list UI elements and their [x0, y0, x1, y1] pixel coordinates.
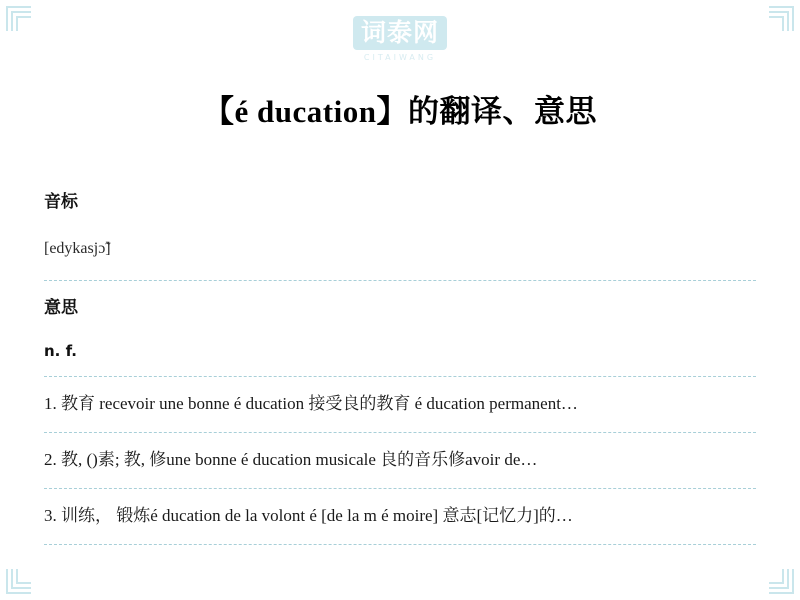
page-title: [44, 0, 756, 131]
logo-subtext: CITAIWANG: [363, 53, 437, 62]
divider-after-sense-3: [44, 544, 756, 545]
title-open-bracket: 【: [203, 94, 235, 130]
list-item: 3. 训练， 锻炼é ducation de la volont é [de la m é moire] 意志[记忆力]的…: [44, 505, 573, 525]
list-item: 1. 教育 recevoir une bonne é ducation 接受良的教育 é ducation permanent…: [44, 394, 578, 413]
list-item: 2. 教, ()素; 教, 修une bonne é ducation musicale 良的音乐修avoir de…: [44, 449, 538, 469]
title-headword: é ducation: [234, 94, 377, 129]
part-of-speech: n. f.: [44, 342, 78, 360]
title-suffix: 的翻译、意思: [407, 94, 597, 130]
title-close-bracket: 】: [376, 94, 408, 130]
logo-text: 词泰网: [360, 18, 439, 47]
sense-list: [44, 376, 756, 545]
phonetic-section-heading: 音标: [44, 192, 78, 212]
phonetic-value: [edykasjɔ̃]: [44, 240, 111, 257]
meaning-section-heading: 意思: [44, 298, 78, 318]
